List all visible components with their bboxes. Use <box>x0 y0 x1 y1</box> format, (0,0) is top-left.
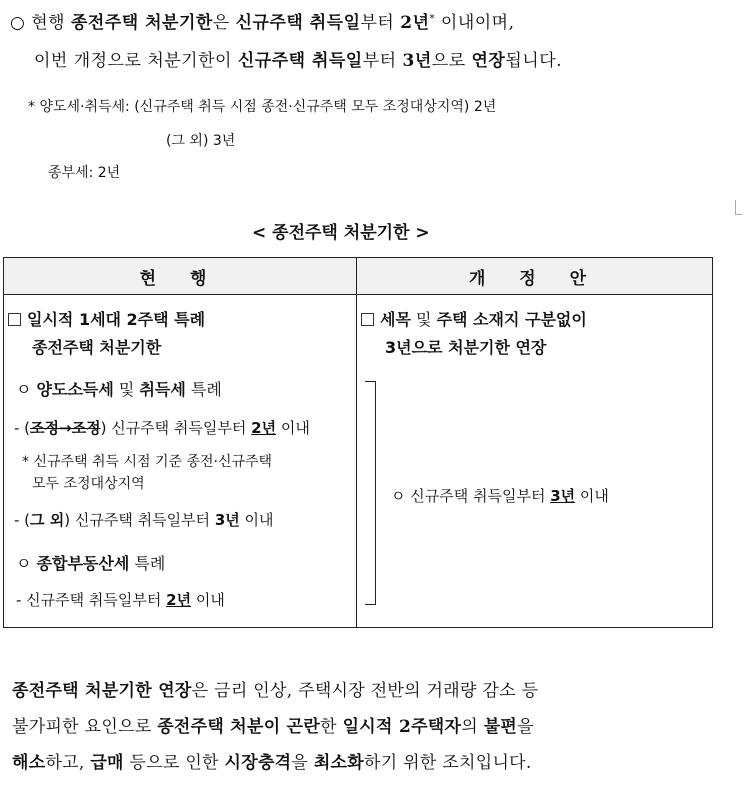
text: 은 <box>212 13 236 33</box>
title-text: 세목 <box>380 310 411 329</box>
current-note-2: 모두 조정대상지역 <box>32 476 145 492</box>
text: 등으로 인한 <box>123 753 225 773</box>
tax-name: 양도소득세 <box>36 380 114 399</box>
corner-mark <box>735 200 742 215</box>
text: 부터 <box>362 51 403 71</box>
text: 을 <box>291 753 314 773</box>
intro-line-1 <box>10 8 515 33</box>
text: 됩니다. <box>505 51 563 71</box>
revised-title-1 <box>361 307 587 330</box>
text: 이내 <box>276 419 310 437</box>
title-text: 주택 소재지 구분없이 <box>436 310 587 329</box>
highlight-term: 시장충격 <box>224 753 292 773</box>
footnote-line-3: 종부세: 2년 <box>48 165 121 181</box>
tax-name: 종합부동산세 <box>36 554 130 573</box>
text: - ( <box>14 511 31 529</box>
tax-name: 취득세 <box>139 380 186 399</box>
table-caption: < 종전주택 처분기한 > <box>252 223 430 243</box>
highlight-term: 3년 <box>402 51 432 71</box>
text: 특례 <box>129 554 166 573</box>
text: 으로 <box>431 51 472 71</box>
text: - ( <box>14 419 31 437</box>
footnote-marker: * <box>429 13 436 25</box>
text: 이내 <box>239 511 274 529</box>
text: ) 신규주택 취득일부터 <box>100 419 252 437</box>
highlight-term: 최소화 <box>313 753 364 773</box>
highlight-term: 신규주택 취득일 <box>237 51 363 71</box>
highlight-term: 종전주택 처분기한 <box>71 13 213 33</box>
highlight-term: 불편 <box>483 717 518 737</box>
revised-cell <box>357 295 713 628</box>
text: - 신규주택 취득일부터 <box>16 591 167 609</box>
period-value: 2년 <box>166 591 192 609</box>
text: 하기 위한 조치입니다. <box>364 753 532 773</box>
highlight-term: 일시적 2주택자 <box>342 717 462 737</box>
highlight-term: 연장 <box>471 51 506 71</box>
highlight-term: 종전주택 처분이 곤란 <box>157 717 321 737</box>
current-tax-1 <box>16 377 222 400</box>
period-value: 2년 <box>251 419 277 437</box>
text: ㅇ 신규주택 취득일부터 <box>391 487 551 505</box>
text: 불가피한 요인으로 <box>12 717 158 737</box>
bullet-circle: ○ <box>10 13 26 33</box>
intro-line-2 <box>34 46 562 71</box>
period-value: 3년 <box>550 487 576 505</box>
current-cell <box>4 295 357 628</box>
bullet: ㅇ <box>16 554 37 573</box>
text: 이내이며, <box>435 13 515 33</box>
text: 특례 <box>185 380 222 399</box>
text: 현행 <box>25 13 71 33</box>
current-item-2 <box>14 509 274 530</box>
highlight-term: 그 외 <box>30 511 65 529</box>
current-title-1 <box>8 307 205 330</box>
bracket-shape <box>365 381 376 605</box>
conclusion-line-1 <box>12 676 538 701</box>
text: 은 금리 인상, 주택시장 전반의 거래량 감소 등 <box>191 681 539 701</box>
current-note-1: * 신규주택 취득 시점 기준 종전·신규주택 <box>22 454 273 470</box>
text: 이번 개정으로 처분기한이 <box>34 51 238 71</box>
header-revised: 개 정 안 <box>357 258 713 295</box>
footnote-line-2: (그 외) 3년 <box>166 133 236 149</box>
highlight-term: 2년 <box>400 13 430 33</box>
period-value: 3년 <box>214 511 240 529</box>
text: 을 <box>517 717 534 737</box>
text: 이내 <box>191 591 225 609</box>
text: 하고, <box>45 753 91 773</box>
checkbox-square-icon <box>361 313 374 326</box>
checkbox-square-icon <box>8 313 21 326</box>
text: 부터 <box>360 13 401 33</box>
current-tax-2 <box>16 551 165 574</box>
bullet: ㅇ <box>16 380 37 399</box>
current-title-2: 종전주택 처분기한 <box>32 338 162 357</box>
text: 의 <box>461 717 484 737</box>
highlight-term: 급매 <box>90 753 124 773</box>
current-item-1 <box>14 417 310 438</box>
text: 및 <box>410 310 437 329</box>
struck-text: 조정→조정 <box>30 419 101 437</box>
revised-title-2: 3년으로 처분기한 연장 <box>385 338 547 357</box>
title-text: 일시적 1세대 2주택 특례 <box>27 310 206 329</box>
comparison-table <box>3 257 713 628</box>
footnote-line-1: * 양도세·취득세: (신규주택 취득 시점 종전·신규주택 모두 조정대상지역) 2년 <box>28 99 497 115</box>
highlight-term: 해소 <box>12 753 46 773</box>
revised-item <box>391 485 609 506</box>
conclusion-line-3 <box>12 748 532 773</box>
highlight-term: 종전주택 처분기한 연장 <box>12 681 192 701</box>
header-current: 현 행 <box>4 258 357 295</box>
current-item-3 <box>16 589 225 610</box>
conclusion-line-2 <box>12 712 534 737</box>
text: 이내 <box>575 487 609 505</box>
text: 및 <box>113 380 140 399</box>
highlight-term: 신규주택 취득일 <box>235 13 361 33</box>
text: ) 신규주택 취득일부터 <box>64 511 215 529</box>
text: 한 <box>320 717 343 737</box>
